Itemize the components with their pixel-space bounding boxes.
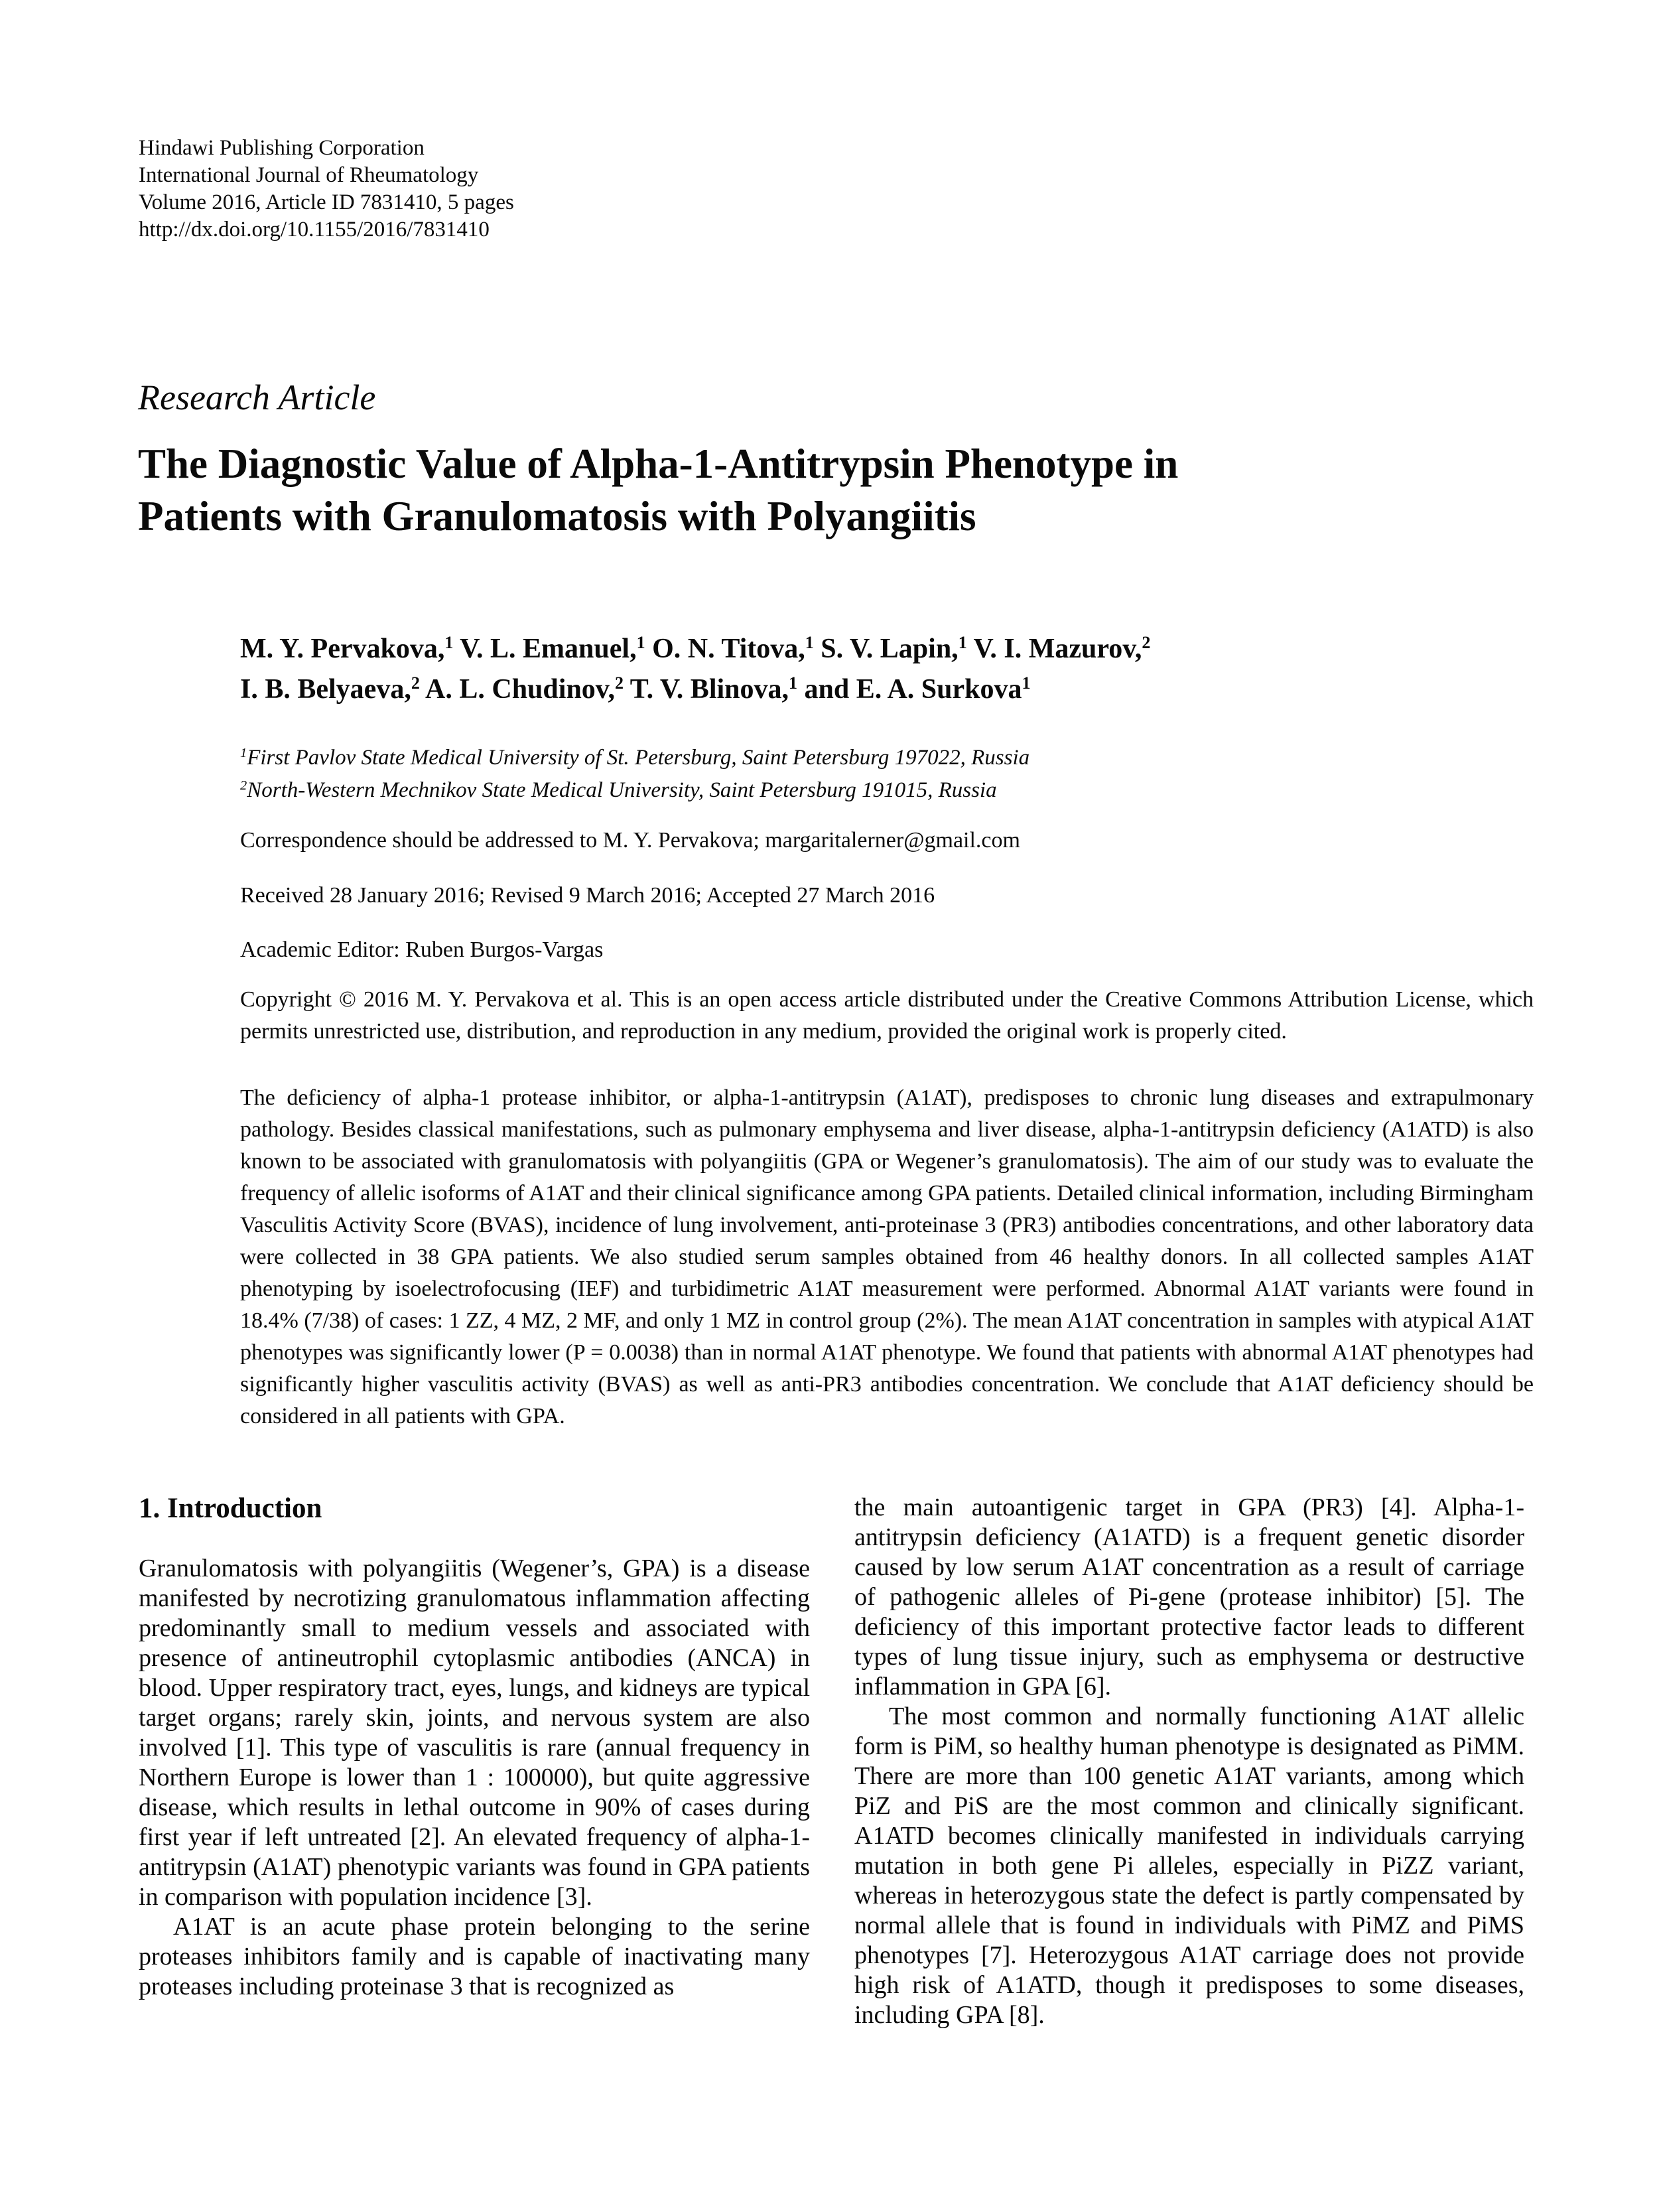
affiliation-text: North-Western Mechnikov State Medical University, Saint Petersburg 191015, Russia xyxy=(247,778,997,802)
author-affiliation-ref: 2 xyxy=(615,673,624,693)
author-name: I. B. Belyaeva, xyxy=(240,674,411,705)
author-name: O. N. Titova, xyxy=(645,634,805,664)
author-list xyxy=(240,629,1150,710)
affiliation-text: First Pavlov State Medical University of St. Petersburg, Saint Petersburg 197022, Russia xyxy=(247,746,1030,770)
correspondence-line xyxy=(240,828,1020,853)
author-name: A. L. Chudinov, xyxy=(419,674,615,705)
author-name: V. I. Mazurov, xyxy=(966,634,1142,664)
affiliation-line xyxy=(240,774,1029,807)
abstract-text: The deficiency of alpha-1 protease inhibitor, or alpha-1-antitrypsin (A1AT), predisposes to chronic lung diseases and extrapulmonary pathology. Besides classical manifestations, such as pulmonary emphysema and liver disease, alpha-1-antitrypsin deficiency (A1ATD) is also known to be associated with granulomatosis with polyangiitis (GPA or Wegener’s granulomatosis). The aim of our study was to evaluate the frequency of allelic isoforms of A1AT and their clinical significance among GPA patients. Detailed clinical information, including Birmingham Vasculitis Activity Score (BVAS), incidence of lung involvement, anti-proteinase 3 (PR3) antibodies concentrations, and other laboratory data were collected in 38 GPA patients. We also studied serum samples obtained from 46 healthy donors. In all collected samples A1AT phenotyping by isoelectrofocusing (IEF) and turbidimetric A1AT measurement were performed. Abnormal A1AT variants were found in 18.4% (7/38) of cases: 1 ZZ, 4 MZ, 2 MF, and only 1 MZ in control group (2%). The mean A1AT concentration in samples with atypical A1AT phenotypes was significantly lower (P = 0.0038) than in normal A1AT phenotype. We found that patients with abnormal A1AT phenotypes had significantly higher vasculitis activity (BVAS) as well as anti-PR3 antibodies concentration. We conclude that A1AT deficiency should be considered in all patients with GPA. xyxy=(240,1085,1534,1428)
author-name: V. L. Emanuel, xyxy=(453,634,637,664)
intro-left-column xyxy=(139,1493,810,2002)
publisher-header xyxy=(139,135,514,243)
intro-paragraph: A1AT is an acute phase protein belonging to the serine proteases inhibitors family and is capable of inactivating many proteases including proteinase 3 that is recognized as xyxy=(139,1913,810,2000)
author-line xyxy=(240,669,1150,710)
copyright-notice: Copyright © 2016 M. Y. Pervakova et al. This is an open access article distributed under the Creative Commons Attribution License, which permits unrestricted use, distribution, and reproduction in any medium, provided the original work is properly cited. xyxy=(240,987,1534,1044)
article-type-label: Research Article xyxy=(138,378,376,417)
affiliation-number: 2 xyxy=(240,778,247,793)
dates-line: Received 28 January 2016; Revised 9 March 2016; Accepted 27 March 2016 xyxy=(240,883,935,908)
author-affiliation-ref: 1 xyxy=(636,632,645,652)
author-affiliation-ref: 2 xyxy=(411,673,420,693)
author-affiliation-ref: 1 xyxy=(1022,673,1031,693)
author-affiliation-ref: 1 xyxy=(805,632,814,652)
intro-right-column xyxy=(854,1493,1524,2030)
paper-title xyxy=(138,438,1451,543)
author-name: and E. A. Surkova xyxy=(797,674,1022,705)
academic-editor-line: Academic Editor: Ruben Burgos-Vargas xyxy=(240,937,604,962)
author-name: T. V. Blinova, xyxy=(624,674,789,705)
intro-paragraph: Granulomatosis with polyangiitis (Wegener’s, GPA) is a disease manifested by necrotizing granulomatous inflammation affecting predominantly small to medium vessels and associated with presence of antineutrophil cytoplasmic antibodies (ANCA) in blood. Upper respiratory tract, eyes, lungs, and kidneys are typical target organs; rarely skin, joints, and nervous system are also involved [1]. This type of vasculitis is rare (annual frequency in Northern Europe is lower than 1 : 100000), but quite aggressive disease, which results in lethal outcome in 90% of cases during first year if left untreated [2]. An elevated frequency of alpha-1-antitrypsin (A1AT) phenotypic variants was found in GPA patients in comparison with population incidence [3]. xyxy=(139,1555,810,1911)
doi-link[interactable]: http://dx.doi.org/10.1155/2016/7831410 xyxy=(139,218,490,242)
author-line xyxy=(240,629,1150,669)
journal-name: International Journal of Rheumatology xyxy=(139,163,479,187)
paper-title-line-1: The Diagnostic Value of Alpha-1-Antitrypsin Phenotype in xyxy=(138,441,1179,487)
author-name: S. V. Lapin, xyxy=(813,634,959,664)
author-affiliation-ref: 1 xyxy=(789,673,798,693)
author-affiliation-ref: 2 xyxy=(1142,632,1151,652)
affiliation-list xyxy=(240,742,1029,807)
correspondence-text: Correspondence should be addressed to M. Y. Pervakova; xyxy=(240,828,765,853)
intro-paragraph: The most common and normally functioning A1AT allelic form is PiM, so healthy human phenotype is designated as PiMM. There are more than 100 genetic A1AT variants, among which PiZ and PiS are the most common and clinically significant. A1ATD becomes clinically manifested in individuals carrying mutation in both gene Pi alleles, especially in PiZZ variant, whereas in heterozygous state the defect is partly compensated by normal allele that is found in individuals with PiMZ and PiMS phenotypes [7]. Heterozygous A1AT carriage does not provide high risk of A1ATD, though it predisposes to some diseases, including GPA [8]. xyxy=(854,1702,1524,2029)
affiliation-line xyxy=(240,742,1029,774)
correspondence-email[interactable]: margaritalerner@gmail.com xyxy=(765,828,1020,853)
author-affiliation-ref: 1 xyxy=(958,632,967,652)
section-heading-introduction: 1. Introduction xyxy=(139,1493,322,1524)
intro-paragraph: the main autoantigenic target in GPA (PR3) [4]. Alpha-1-antitrypsin deficiency (A1ATD) is a frequent genetic disorder caused by low serum A1AT concentration as a result of carriage of pathogenic alleles of Pi-gene (protease inhibitor) [5]. The deficiency of this important protective factor leads to different types of lung tissue injury, such as emphysema or destructive inflammation in GPA [6]. xyxy=(854,1493,1524,1700)
volume-line: Volume 2016, Article ID 7831410, 5 pages xyxy=(139,190,514,214)
affiliation-number: 1 xyxy=(240,745,247,760)
author-name: M. Y. Pervakova, xyxy=(240,634,445,664)
publisher-name: Hindawi Publishing Corporation xyxy=(139,136,425,160)
author-affiliation-ref: 1 xyxy=(444,632,454,652)
paper-title-line-2: Patients with Granulomatosis with Polyangiitis xyxy=(138,493,976,539)
